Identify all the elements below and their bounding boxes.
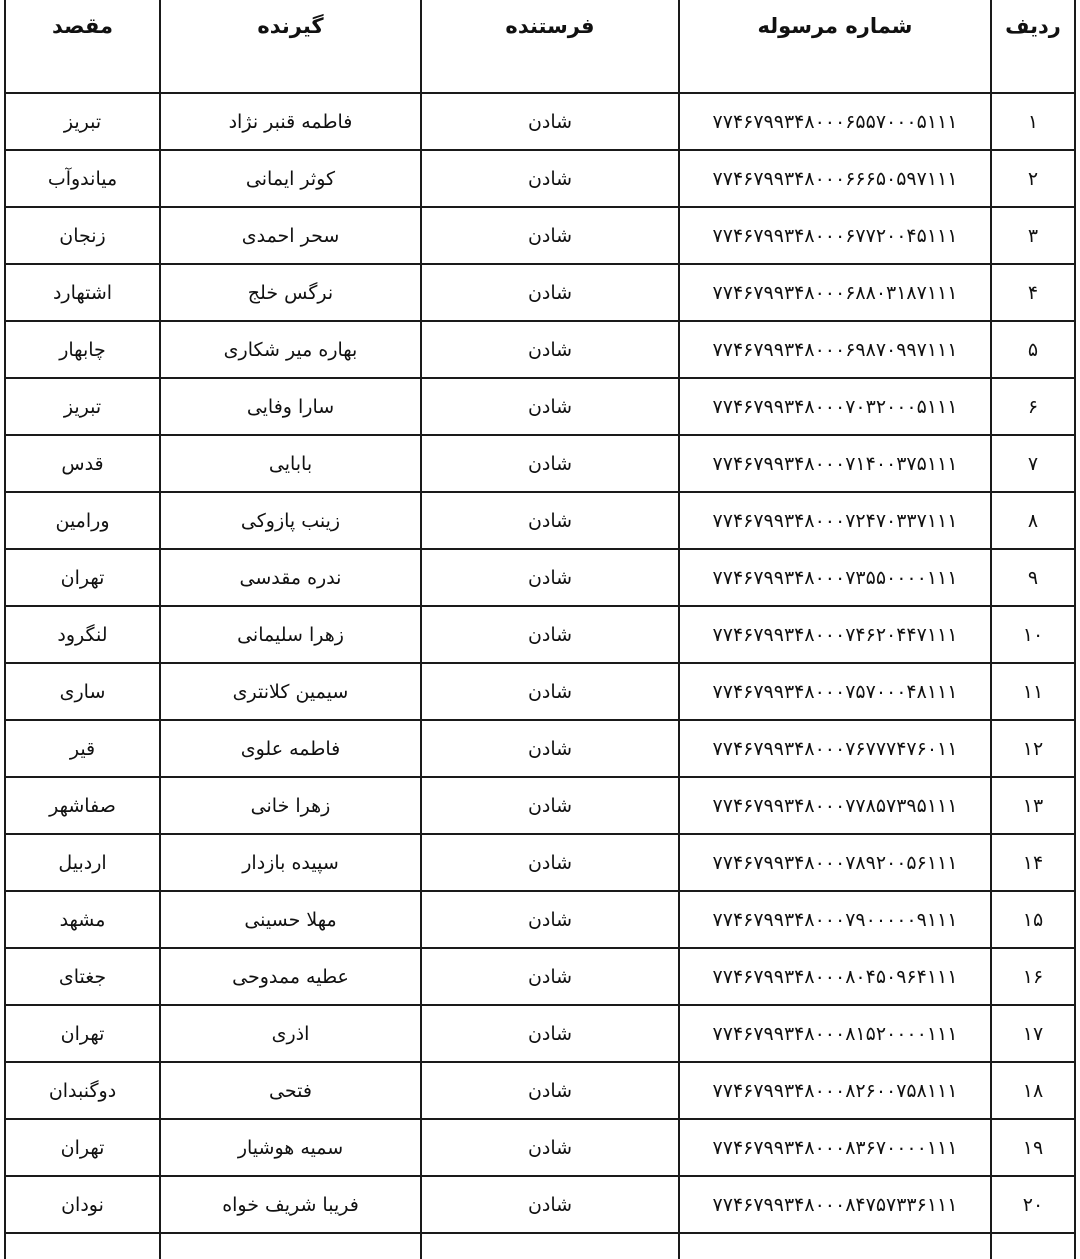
recipient-cell: فاطمه قنبر نژاد: [160, 93, 421, 150]
destination-cell: قدس: [5, 435, 160, 492]
row-number-cell: ۱۵: [991, 891, 1075, 948]
row-number-cell: ۲۰: [991, 1176, 1075, 1233]
table-header: [5, 0, 1075, 93]
tracking-number-cell: ۷۷۴۶۷۹۹۳۴۸۰۰۰۸۱۵۲۰۰۰۰۱۱۱: [679, 1005, 991, 1062]
sender-cell: شادن: [421, 777, 679, 834]
tracking-number-cell: ۷۷۴۶۷۹۹۳۴۸۰۰۰۷۸۹۲۰۰۵۶۱۱۱: [679, 834, 991, 891]
table-row: [5, 378, 1075, 435]
table-row: [5, 777, 1075, 834]
header-row: [5, 0, 1075, 93]
shipments-table: [4, 0, 1076, 1259]
recipient-cell: فریبا شریف خواه: [160, 1176, 421, 1233]
header-destination: مقصد: [5, 0, 160, 93]
recipient-cell: سحر احمدی: [160, 207, 421, 264]
destination-cell: قیر: [5, 720, 160, 777]
table-row: [5, 435, 1075, 492]
destination-cell: چابهار: [5, 321, 160, 378]
empty-cell: [5, 1233, 160, 1259]
row-number-cell: ۱۹: [991, 1119, 1075, 1176]
recipient-cell: فاطمه علوی: [160, 720, 421, 777]
sender-cell: شادن: [421, 321, 679, 378]
sender-cell: شادن: [421, 663, 679, 720]
recipient-cell: زینب پازوکی: [160, 492, 421, 549]
row-number-cell: ۶: [991, 378, 1075, 435]
destination-cell: تهران: [5, 1119, 160, 1176]
tracking-number-cell: ۷۷۴۶۷۹۹۳۴۸۰۰۰۶۵۵۷۰۰۰۵۱۱۱: [679, 93, 991, 150]
tracking-number-cell: ۷۷۴۶۷۹۹۳۴۸۰۰۰۷۴۶۲۰۴۴۷۱۱۱: [679, 606, 991, 663]
empty-cell: [991, 1233, 1075, 1259]
table-row: [5, 1176, 1075, 1233]
destination-cell: زنجان: [5, 207, 160, 264]
recipient-cell: کوثر ایمانی: [160, 150, 421, 207]
destination-cell: دوگنبدان: [5, 1062, 160, 1119]
empty-cell: [679, 1233, 991, 1259]
table-row: [5, 1005, 1075, 1062]
tracking-number-cell: ۷۷۴۶۷۹۹۳۴۸۰۰۰۷۲۴۷۰۳۳۷۱۱۱: [679, 492, 991, 549]
recipient-cell: اذری: [160, 1005, 421, 1062]
tracking-number-cell: ۷۷۴۶۷۹۹۳۴۸۰۰۰۸۴۷۵۷۳۳۶۱۱۱: [679, 1176, 991, 1233]
destination-cell: تبریز: [5, 93, 160, 150]
table-row: [5, 663, 1075, 720]
row-number-cell: ۱: [991, 93, 1075, 150]
table-row: [5, 834, 1075, 891]
sender-cell: شادن: [421, 1119, 679, 1176]
row-number-cell: ۲: [991, 150, 1075, 207]
row-number-cell: ۱۷: [991, 1005, 1075, 1062]
tracking-number-cell: ۷۷۴۶۷۹۹۳۴۸۰۰۰۶۹۸۷۰۹۹۷۱۱۱: [679, 321, 991, 378]
destination-cell: لنگرود: [5, 606, 160, 663]
sender-cell: شادن: [421, 549, 679, 606]
sender-cell: شادن: [421, 891, 679, 948]
row-number-cell: ۹: [991, 549, 1075, 606]
table-row: [5, 150, 1075, 207]
table-row: [5, 321, 1075, 378]
header-tracking-number: شماره مرسوله: [679, 0, 991, 93]
table-row: [5, 492, 1075, 549]
row-number-cell: ۱۳: [991, 777, 1075, 834]
tracking-number-cell: ۷۷۴۶۷۹۹۳۴۸۰۰۰۷۰۳۲۰۰۰۵۱۱۱: [679, 378, 991, 435]
row-number-cell: ۸: [991, 492, 1075, 549]
sender-cell: شادن: [421, 207, 679, 264]
row-number-cell: ۷: [991, 435, 1075, 492]
recipient-cell: سیمین کلانتری: [160, 663, 421, 720]
recipient-cell: سمیه هوشیار: [160, 1119, 421, 1176]
sender-cell: شادن: [421, 264, 679, 321]
destination-cell: اشتهارد: [5, 264, 160, 321]
table-row: [5, 606, 1075, 663]
recipient-cell: بابایی: [160, 435, 421, 492]
recipient-cell: مهلا حسینی: [160, 891, 421, 948]
tracking-number-cell: ۷۷۴۶۷۹۹۳۴۸۰۰۰۷۳۵۵۰۰۰۰۱۱۱: [679, 549, 991, 606]
sender-cell: شادن: [421, 435, 679, 492]
recipient-cell: فتحی: [160, 1062, 421, 1119]
row-number-cell: ۴: [991, 264, 1075, 321]
row-number-cell: ۱۰: [991, 606, 1075, 663]
row-number-cell: ۱۶: [991, 948, 1075, 1005]
sender-cell: شادن: [421, 93, 679, 150]
recipient-cell: بهاره میر شکاری: [160, 321, 421, 378]
destination-cell: نودان: [5, 1176, 160, 1233]
sender-cell: شادن: [421, 492, 679, 549]
table-row: [5, 93, 1075, 150]
tracking-number-cell: ۷۷۴۶۷۹۹۳۴۸۰۰۰۷۵۷۰۰۰۴۸۱۱۱: [679, 663, 991, 720]
header-recipient: گیرنده: [160, 0, 421, 93]
table-row: [5, 1062, 1075, 1119]
destination-cell: ورامین: [5, 492, 160, 549]
recipient-cell: ندره مقدسی: [160, 549, 421, 606]
tracking-number-cell: ۷۷۴۶۷۹۹۳۴۸۰۰۰۸۳۶۷۰۰۰۰۱۱۱: [679, 1119, 991, 1176]
sender-cell: شادن: [421, 720, 679, 777]
tracking-number-cell: ۷۷۴۶۷۹۹۳۴۸۰۰۰۸۲۶۰۰۷۵۸۱۱۱: [679, 1062, 991, 1119]
destination-cell: جغتای: [5, 948, 160, 1005]
row-number-cell: ۳: [991, 207, 1075, 264]
tracking-number-cell: ۷۷۴۶۷۹۹۳۴۸۰۰۰۶۷۷۲۰۰۴۵۱۱۱: [679, 207, 991, 264]
sender-cell: شادن: [421, 606, 679, 663]
table-body: [5, 93, 1075, 1259]
destination-cell: تهران: [5, 549, 160, 606]
tracking-number-cell: ۷۷۴۶۷۹۹۳۴۸۰۰۰۷۱۴۰۰۳۷۵۱۱۱: [679, 435, 991, 492]
row-number-cell: ۱۸: [991, 1062, 1075, 1119]
table-row: [5, 948, 1075, 1005]
partial-row: [5, 1233, 1075, 1259]
recipient-cell: سپیده بازدار: [160, 834, 421, 891]
destination-cell: تهران: [5, 1005, 160, 1062]
table-row: [5, 720, 1075, 777]
recipient-cell: زهرا سلیمانی: [160, 606, 421, 663]
recipient-cell: عطیه ممدوحی: [160, 948, 421, 1005]
tracking-number-cell: ۷۷۴۶۷۹۹۳۴۸۰۰۰۶۶۶۵۰۵۹۷۱۱۱: [679, 150, 991, 207]
row-number-cell: ۱۱: [991, 663, 1075, 720]
sender-cell: شادن: [421, 1062, 679, 1119]
recipient-cell: زهرا خانی: [160, 777, 421, 834]
destination-cell: صفاشهر: [5, 777, 160, 834]
recipient-cell: نرگس خلج: [160, 264, 421, 321]
sender-cell: شادن: [421, 1176, 679, 1233]
sender-cell: شادن: [421, 948, 679, 1005]
row-number-cell: ۱۴: [991, 834, 1075, 891]
tracking-number-cell: ۷۷۴۶۷۹۹۳۴۸۰۰۰۷۶۷۷۷۴۷۶۰۱۱: [679, 720, 991, 777]
row-number-cell: ۵: [991, 321, 1075, 378]
destination-cell: تبریز: [5, 378, 160, 435]
sender-cell: شادن: [421, 150, 679, 207]
header-sender: فرستنده: [421, 0, 679, 93]
empty-cell: [421, 1233, 679, 1259]
tracking-number-cell: ۷۷۴۶۷۹۹۳۴۸۰۰۰۷۷۸۵۷۳۹۵۱۱۱: [679, 777, 991, 834]
table-row: [5, 549, 1075, 606]
destination-cell: میاندوآب: [5, 150, 160, 207]
row-number-cell: ۱۲: [991, 720, 1075, 777]
sender-cell: شادن: [421, 378, 679, 435]
sender-cell: شادن: [421, 1005, 679, 1062]
sender-cell: شادن: [421, 834, 679, 891]
empty-cell: [160, 1233, 421, 1259]
tracking-number-cell: ۷۷۴۶۷۹۹۳۴۸۰۰۰۶۸۸۰۳۱۸۷۱۱۱: [679, 264, 991, 321]
destination-cell: اردبیل: [5, 834, 160, 891]
tracking-number-cell: ۷۷۴۶۷۹۹۳۴۸۰۰۰۷۹۰۰۰۰۰۹۱۱۱: [679, 891, 991, 948]
table-row: [5, 1119, 1075, 1176]
table-row: [5, 264, 1075, 321]
destination-cell: مشهد: [5, 891, 160, 948]
destination-cell: ساری: [5, 663, 160, 720]
header-row-number: ردیف: [991, 0, 1075, 93]
recipient-cell: سارا وفایی: [160, 378, 421, 435]
table-row: [5, 891, 1075, 948]
table-row: [5, 207, 1075, 264]
tracking-number-cell: ۷۷۴۶۷۹۹۳۴۸۰۰۰۸۰۴۵۰۹۶۴۱۱۱: [679, 948, 991, 1005]
